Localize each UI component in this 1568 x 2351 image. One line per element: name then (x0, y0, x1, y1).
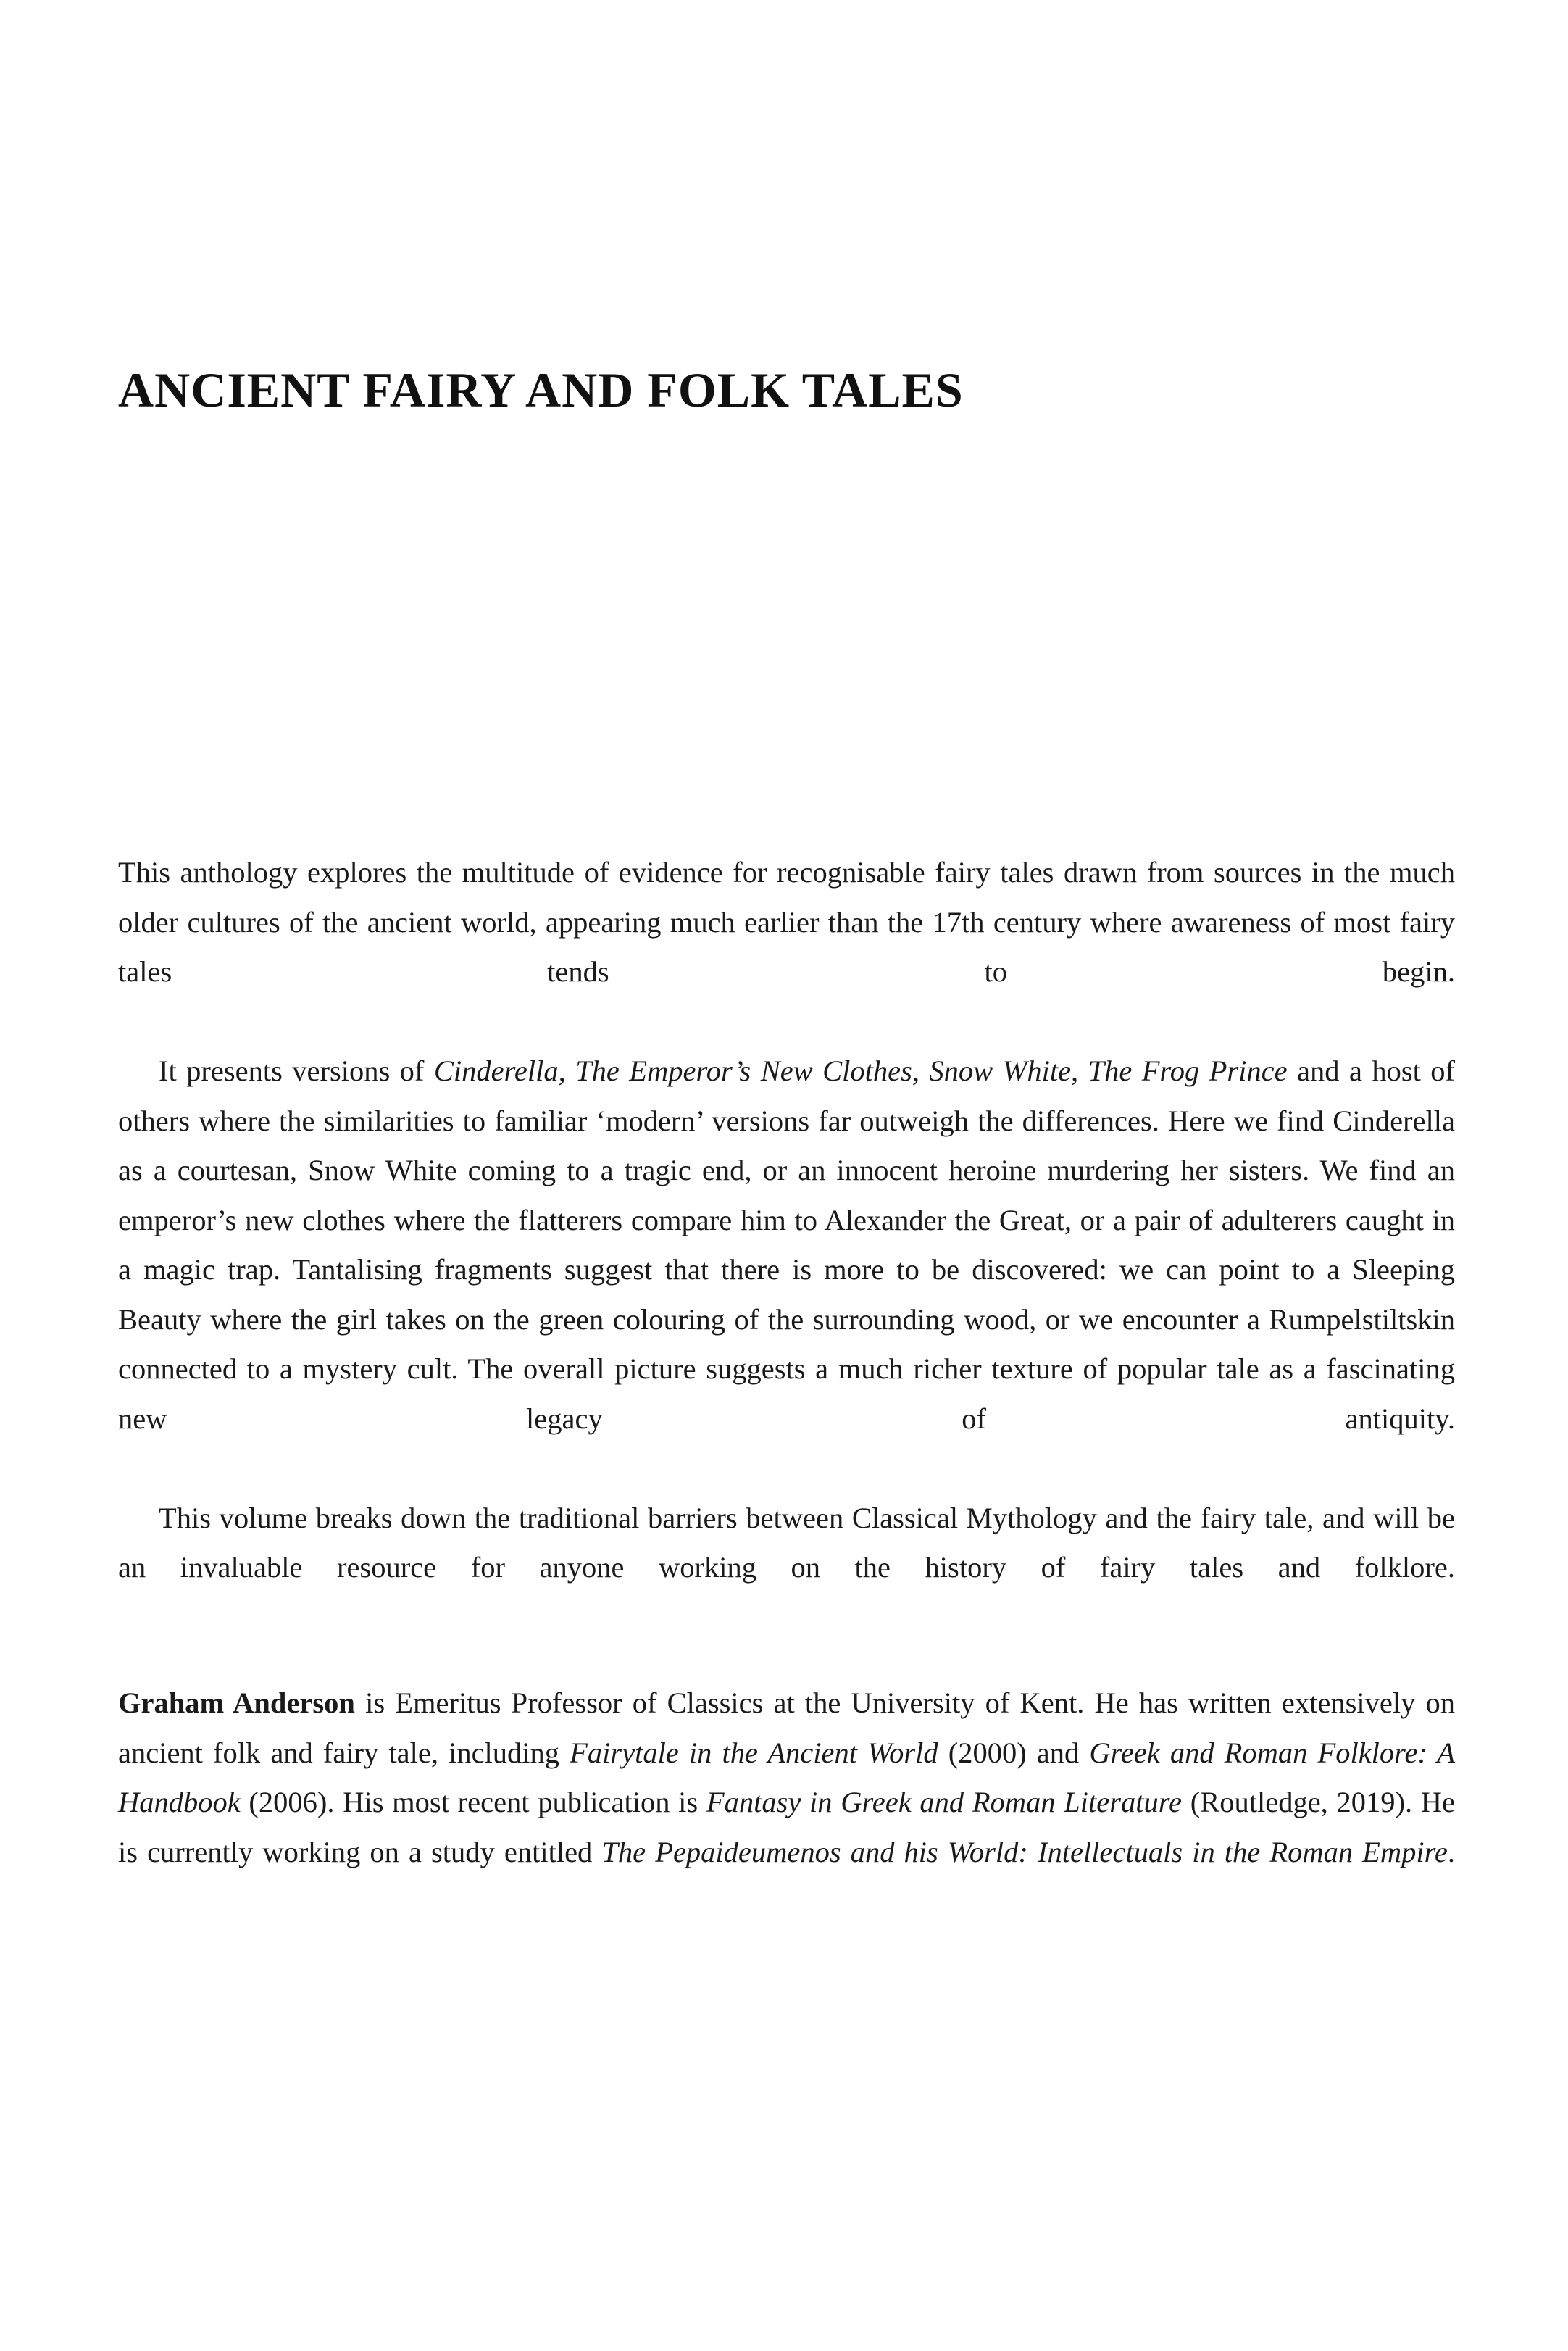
author-name: Graham Anderson (118, 1686, 355, 1719)
author-work-title-3: Fantasy in Greek and Roman Literature (706, 1786, 1183, 1818)
blurb-paragraph-1-text: This anthology explores the multitude of evidence for recognisable fairy tales drawn from sources in the much older cultures of the ancient world, appearing much earlier than the 17th century where awareness of most fairy tales tends to begin. (118, 856, 1455, 988)
blurb-paragraph-3-text: This volume breaks down the traditional barriers between Classical Mythology and the fairy tale, and will be an invaluable resource for anyone working on the history of fairy tales and folklore. (118, 1501, 1455, 1584)
author-work-title-4: The Pepaideumenos and his World: Intellectuals in the Roman Empire (601, 1835, 1448, 1868)
title-block (118, 362, 1451, 417)
author-work-title-1: Fairytale in the Ancient World (570, 1736, 938, 1769)
blurb-paragraph-2 (118, 1046, 1455, 1494)
author-bio-segment-1: is Emeritus Professor of Classics at the University of Kent. He has written extensively on ancient folk and fairy tale, including (118, 1686, 1455, 1769)
author-bio-segment-4: (Routledge, 2019). He is currently working on a study entitled (118, 1786, 1456, 1868)
author-bio-segment-2: (2000) and (938, 1736, 1090, 1769)
tale-titles-italic: Cinderella, The Emperor’s New Clothes, Snow White, The Frog Prince (433, 1054, 1288, 1087)
blurb-paragraph-2-lead: It presents versions of (159, 1054, 434, 1087)
author-bio-paragraph (118, 1678, 1455, 1927)
blurb-paragraph-2-rest: and a host of others where the similarities to familiar ‘modern’ versions far outweigh the differences. Here we find Cinderella as a courtesan, Snow White coming to a tragic end, or an innocent heroine murdering her sisters. We find an emperor’s new clothes where the flatterers compare him to Alexander the Great, or a pair of adulterers caught in a magic trap. Tantalising fragments suggest that there is more to be discovered: we can point to a Sleeping Beauty where the girl takes on the green colouring of the surrounding wood, or we encounter a Rumpelstiltskin connected to a mystery cult. The overall picture suggests a much richer texture of popular tale as a fascinating new legacy of antiquity. (118, 1054, 1456, 1435)
page-title: ANCIENT FAIRY AND FOLK TALES (118, 362, 964, 417)
blurb-body (118, 848, 1455, 1927)
blurb-paragraph-1 (118, 848, 1455, 1046)
author-bio-segment-5: . (1447, 1835, 1455, 1868)
author-bio-segment-3: (2006). His most recent publication is (240, 1786, 706, 1818)
author-work-title-2: Greek and Roman Folklore: A Handbook (118, 1736, 1455, 1818)
blurb-paragraph-3 (118, 1494, 1455, 1643)
